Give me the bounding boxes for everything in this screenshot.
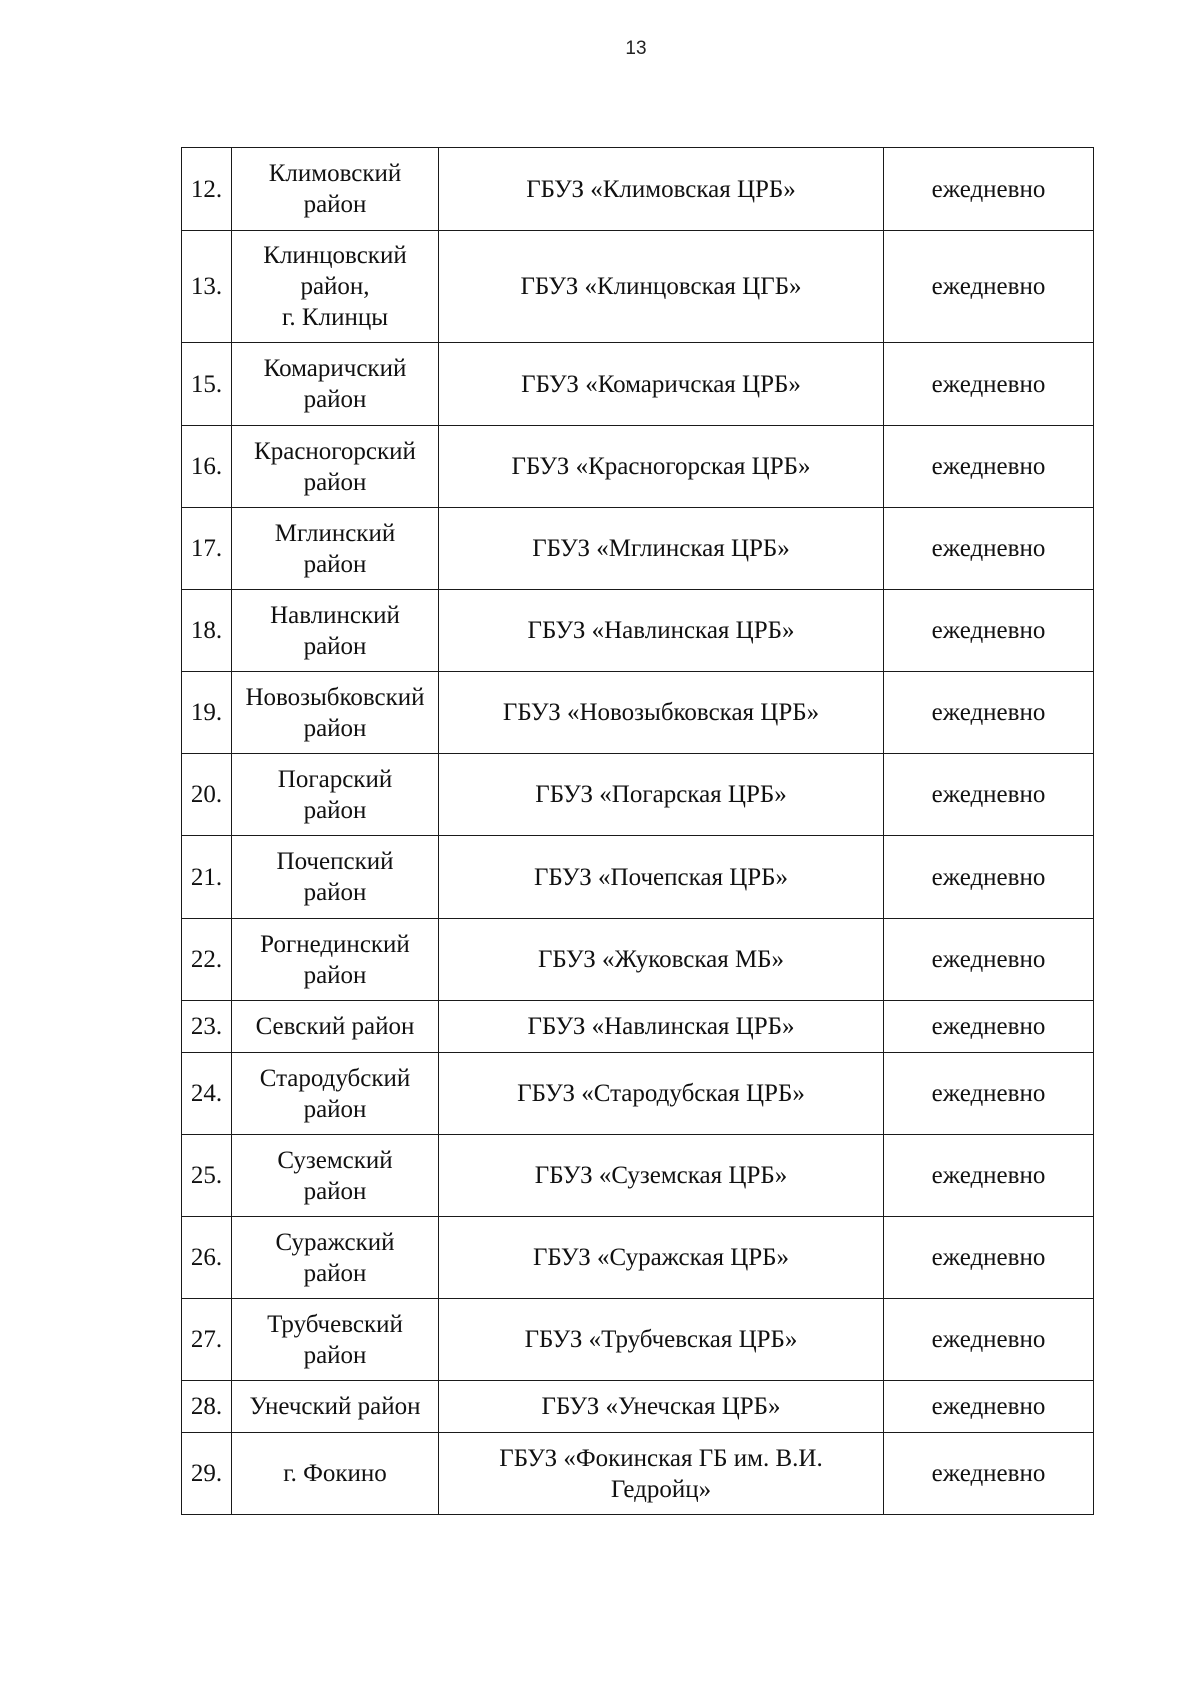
institution-line: ГБУЗ «Почепская ЦРБ» bbox=[533, 863, 789, 891]
institution-line: ГБУЗ «Фокинская ГБ им. В.И. bbox=[499, 1444, 823, 1472]
institution-line: ГБУЗ «Жуковская МБ» bbox=[537, 946, 785, 973]
district-line: г. Клинцы bbox=[281, 304, 389, 331]
table-row bbox=[182, 426, 1094, 508]
district-cell bbox=[232, 1381, 439, 1433]
institution-cell bbox=[439, 836, 884, 919]
district-institution-table bbox=[181, 147, 1094, 1515]
district-line: Погарский bbox=[277, 765, 393, 793]
table-row bbox=[182, 1001, 1094, 1053]
row-number: 18. bbox=[190, 617, 223, 644]
frequency-cell bbox=[884, 426, 1094, 508]
row-number: 19. bbox=[190, 699, 223, 726]
row-number-cell bbox=[182, 1053, 232, 1135]
district-cell bbox=[232, 672, 439, 754]
district-cell bbox=[232, 426, 439, 508]
district-line: Суземский bbox=[277, 1146, 393, 1174]
frequency-cell bbox=[884, 919, 1094, 1001]
frequency-cell bbox=[884, 590, 1094, 672]
institution-line: ГБУЗ «Суражская ЦРБ» bbox=[532, 1244, 790, 1271]
district-line: Клинцовский bbox=[263, 242, 407, 269]
row-number-cell bbox=[182, 590, 232, 672]
institution-cell bbox=[439, 590, 884, 672]
row-number: 28. bbox=[190, 1393, 223, 1420]
institution-cell bbox=[439, 231, 884, 343]
row-number-cell bbox=[182, 231, 232, 343]
district-line: г. Фокино bbox=[283, 1460, 387, 1487]
district-line: Суражский bbox=[275, 1228, 395, 1256]
district-line: Мглинский bbox=[274, 519, 396, 547]
table-row bbox=[182, 1135, 1094, 1217]
row-number: 25. bbox=[190, 1162, 223, 1189]
district-line: район bbox=[303, 961, 367, 989]
district-cell bbox=[232, 1299, 439, 1381]
row-number: 20. bbox=[190, 781, 223, 808]
table-row bbox=[182, 1381, 1094, 1433]
row-number-cell bbox=[182, 754, 232, 836]
table-row bbox=[182, 919, 1094, 1001]
district-line: район bbox=[303, 1341, 367, 1369]
frequency-cell bbox=[884, 1381, 1094, 1433]
frequency-text: ежедневно bbox=[931, 1080, 1046, 1107]
row-number-cell bbox=[182, 1299, 232, 1381]
district-line: Красногорский bbox=[254, 437, 416, 465]
district-line: Трубчевский bbox=[267, 1310, 403, 1338]
frequency-text: ежедневно bbox=[931, 617, 1046, 644]
institution-cell bbox=[439, 426, 884, 508]
district-line: Унечский район bbox=[249, 1393, 421, 1420]
frequency-text: ежедневно bbox=[931, 1326, 1046, 1353]
frequency-cell bbox=[884, 836, 1094, 919]
row-number-cell bbox=[182, 148, 232, 231]
institution-line: ГБУЗ «Навлинская ЦРБ» bbox=[527, 1013, 795, 1040]
institution-cell bbox=[439, 343, 884, 426]
row-number-cell bbox=[182, 1001, 232, 1053]
table-row bbox=[182, 343, 1094, 426]
row-number-cell bbox=[182, 426, 232, 508]
district-line: район bbox=[303, 632, 367, 660]
district-line: район bbox=[303, 1177, 367, 1205]
district-cell bbox=[232, 919, 439, 1001]
institution-line: ГБУЗ «Климовская ЦРБ» bbox=[526, 175, 796, 203]
table-body bbox=[182, 148, 1094, 1515]
institution-cell bbox=[439, 1135, 884, 1217]
row-number: 27. bbox=[190, 1326, 223, 1353]
frequency-text: ежедневно bbox=[931, 946, 1046, 973]
district-line: район bbox=[303, 386, 367, 413]
frequency-text: ежедневно bbox=[931, 1244, 1046, 1271]
row-number: 26. bbox=[190, 1244, 223, 1271]
table-row bbox=[182, 1053, 1094, 1135]
row-number-cell bbox=[182, 1217, 232, 1299]
institution-line: ГБУЗ «Погарская ЦРБ» bbox=[535, 781, 787, 808]
institution-line: ГБУЗ «Новозыбковская ЦРБ» bbox=[502, 699, 820, 726]
frequency-cell bbox=[884, 754, 1094, 836]
institution-cell bbox=[439, 1053, 884, 1135]
district-line: Севский район bbox=[255, 1013, 415, 1040]
frequency-text: ежедневно bbox=[931, 699, 1046, 726]
district-cell bbox=[232, 148, 439, 231]
table-row bbox=[182, 1299, 1094, 1381]
frequency-cell bbox=[884, 1053, 1094, 1135]
row-number-cell bbox=[182, 343, 232, 426]
frequency-text: ежедневно bbox=[931, 453, 1046, 480]
table-row bbox=[182, 508, 1094, 590]
frequency-text: ежедневно bbox=[931, 1013, 1046, 1040]
frequency-text: ежедневно bbox=[931, 175, 1046, 203]
table-row bbox=[182, 1217, 1094, 1299]
table-row bbox=[182, 672, 1094, 754]
district-cell bbox=[232, 508, 439, 590]
institution-cell bbox=[439, 919, 884, 1001]
institution-cell bbox=[439, 1433, 884, 1515]
institution-cell bbox=[439, 754, 884, 836]
row-number: 17. bbox=[190, 535, 223, 562]
row-number-cell bbox=[182, 1433, 232, 1515]
row-number: 21. bbox=[190, 863, 223, 891]
frequency-cell bbox=[884, 343, 1094, 426]
frequency-cell bbox=[884, 1001, 1094, 1053]
page-number: 13 bbox=[625, 38, 647, 59]
frequency-text: ежедневно bbox=[931, 1162, 1046, 1189]
institution-cell bbox=[439, 1299, 884, 1381]
frequency-text: ежедневно bbox=[931, 781, 1046, 808]
institution-cell bbox=[439, 508, 884, 590]
row-number: 12. bbox=[190, 175, 223, 203]
district-line: район bbox=[303, 550, 367, 578]
district-line: район bbox=[303, 796, 367, 824]
row-number-cell bbox=[182, 508, 232, 590]
row-number: 23. bbox=[190, 1013, 223, 1040]
institution-line: ГБУЗ «Стародубская ЦРБ» bbox=[517, 1080, 805, 1107]
district-line: район bbox=[303, 1259, 367, 1287]
row-number: 13. bbox=[190, 273, 223, 300]
institution-line: ГБУЗ «Красногорская ЦРБ» bbox=[511, 453, 811, 480]
district-line: Навлинский bbox=[270, 601, 400, 629]
institution-line: ГБУЗ «Навлинская ЦРБ» bbox=[527, 617, 795, 644]
district-cell bbox=[232, 836, 439, 919]
frequency-cell bbox=[884, 1217, 1094, 1299]
frequency-cell bbox=[884, 672, 1094, 754]
frequency-text: ежедневно bbox=[931, 273, 1046, 300]
institution-line: ГБУЗ «Трубчевская ЦРБ» bbox=[524, 1326, 798, 1353]
frequency-cell bbox=[884, 1433, 1094, 1515]
institution-cell bbox=[439, 148, 884, 231]
institution-cell bbox=[439, 1381, 884, 1433]
district-cell bbox=[232, 231, 439, 343]
district-line: Почепский bbox=[276, 848, 394, 875]
institution-line: ГБУЗ «Суземская ЦРБ» bbox=[534, 1162, 788, 1189]
table-row bbox=[182, 590, 1094, 672]
district-line: район bbox=[303, 468, 367, 496]
institution-cell bbox=[439, 672, 884, 754]
institution-line: ГБУЗ «Унечская ЦРБ» bbox=[541, 1393, 781, 1420]
district-line: Новозыбковский bbox=[245, 683, 425, 711]
row-number: 16. bbox=[190, 453, 223, 480]
district-cell bbox=[232, 1135, 439, 1217]
table-row bbox=[182, 754, 1094, 836]
frequency-cell bbox=[884, 1135, 1094, 1217]
table-row bbox=[182, 836, 1094, 919]
frequency-text: ежедневно bbox=[931, 1393, 1046, 1420]
frequency-cell bbox=[884, 508, 1094, 590]
district-line: район bbox=[303, 879, 367, 906]
district-line: район bbox=[303, 191, 367, 218]
district-line: район, bbox=[300, 273, 370, 300]
district-cell bbox=[232, 754, 439, 836]
row-number-cell bbox=[182, 1381, 232, 1433]
district-line: район bbox=[303, 714, 367, 742]
district-cell bbox=[232, 1001, 439, 1053]
institution-line: ГБУЗ «Мглинская ЦРБ» bbox=[532, 535, 790, 562]
institution-line: ГБУЗ «Комаричская ЦРБ» bbox=[521, 370, 801, 398]
district-cell bbox=[232, 343, 439, 426]
frequency-cell bbox=[884, 231, 1094, 343]
district-cell bbox=[232, 590, 439, 672]
frequency-cell bbox=[884, 1299, 1094, 1381]
institution-line: Гедройц» bbox=[610, 1475, 712, 1503]
district-cell bbox=[232, 1053, 439, 1135]
district-line: Комаричский bbox=[263, 355, 407, 382]
row-number-cell bbox=[182, 919, 232, 1001]
frequency-text: ежедневно bbox=[931, 863, 1046, 891]
frequency-text: ежедневно bbox=[931, 1460, 1046, 1487]
table-row bbox=[182, 231, 1094, 343]
row-number-cell bbox=[182, 836, 232, 919]
table-row bbox=[182, 1433, 1094, 1515]
district-line: Стародубский bbox=[259, 1064, 411, 1092]
district-line: район bbox=[303, 1095, 367, 1123]
row-number: 24. bbox=[190, 1080, 223, 1107]
row-number: 22. bbox=[190, 946, 223, 973]
table-row bbox=[182, 148, 1094, 231]
institution-cell bbox=[439, 1217, 884, 1299]
district-line: Рогнединский bbox=[260, 930, 410, 958]
row-number-cell bbox=[182, 1135, 232, 1217]
row-number: 15. bbox=[190, 370, 223, 398]
row-number: 29. bbox=[190, 1460, 223, 1487]
frequency-text: ежедневно bbox=[931, 370, 1046, 398]
row-number-cell bbox=[182, 672, 232, 754]
institution-cell bbox=[439, 1001, 884, 1053]
district-cell bbox=[232, 1217, 439, 1299]
frequency-cell bbox=[884, 148, 1094, 231]
institution-line: ГБУЗ «Клинцовская ЦГБ» bbox=[520, 273, 802, 300]
frequency-text: ежедневно bbox=[931, 535, 1046, 562]
district-cell bbox=[232, 1433, 439, 1515]
district-line: Климовский bbox=[268, 160, 402, 187]
